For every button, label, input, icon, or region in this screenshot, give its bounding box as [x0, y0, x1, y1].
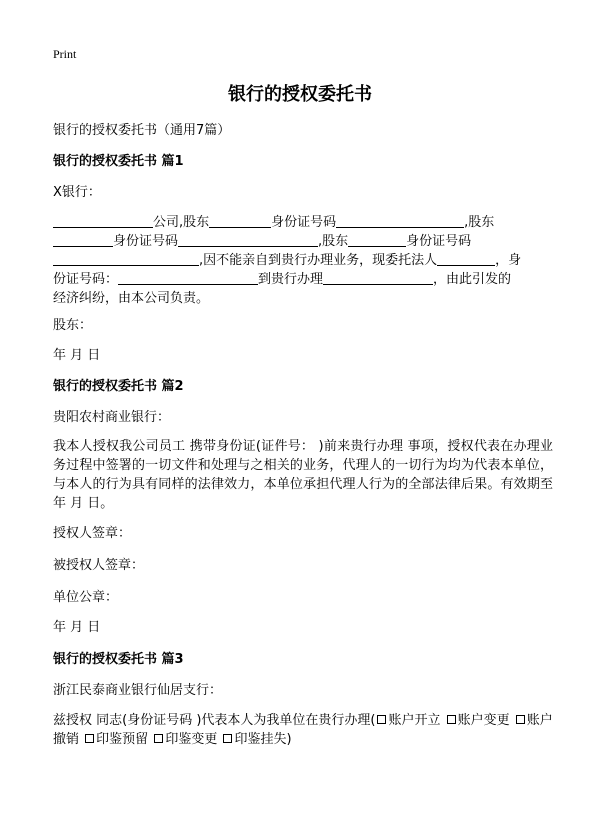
body-text: ，身 [495, 253, 522, 268]
option-label: 账户开立 [388, 713, 441, 728]
body-text: ) [286, 732, 292, 747]
blank-line [348, 233, 406, 247]
checkbox-icon [377, 715, 386, 724]
checkbox-icon [85, 734, 94, 743]
body-text: 到贵行办理 [258, 272, 324, 287]
body-text: 兹授权 同志(身份证号码 )代表本人为我单位在贵行办理( [53, 713, 376, 728]
section2-body: 我本人授权我公司员工 携带身份证(证件号： )前来贵行办理 事项，授权代表在办理业务过程中签署的一切文件和处理与之相关的业务，代理人的一切行为均为代表本单位，与本人的行为具有同样的法律效力，本单位承担代理人行为的全部法律后果。有效期至 年 月 日。 [53, 439, 553, 511]
section2-grantee: 被授权人签章： [53, 558, 145, 573]
body-text: 身份证号码 [271, 215, 337, 230]
checkbox-icon [516, 715, 525, 724]
blank-line [209, 214, 271, 228]
option-label: 印鉴预留 [96, 732, 149, 747]
checkbox-icon [154, 734, 163, 743]
blank-line [178, 233, 318, 247]
body-text: ,因不能亲自到贵行办理业务，现委托法人 [199, 253, 438, 268]
section1-signer: 股东： [53, 318, 93, 333]
blank-line [53, 252, 199, 266]
body-text: 经济纠纷，由本公司负责。 [53, 291, 210, 306]
blank-line [53, 214, 153, 228]
print-label: Print [53, 47, 77, 61]
section2-grantor: 授权人签章： [53, 526, 132, 541]
blank-line [53, 233, 113, 247]
section1-heading: 银行的授权委托书 篇1 [53, 154, 184, 169]
document-title: 银行的授权委托书 [228, 84, 372, 105]
checkbox-icon [223, 734, 232, 743]
section2-date: 年 月 日 [53, 620, 101, 635]
section3-heading: 银行的授权委托书 篇3 [53, 652, 184, 667]
section2-seal: 单位公章： [53, 590, 119, 605]
body-text: 身份证号码 [406, 234, 472, 249]
blank-line [437, 252, 495, 266]
option-label: 账户变更 [457, 713, 510, 728]
section1-body [53, 213, 553, 308]
section2-heading: 银行的授权委托书 篇2 [53, 379, 184, 394]
body-text: 身份证号码 [113, 234, 179, 249]
section1-salutation: X银行： [53, 185, 101, 200]
section2-salutation: 贵阳农村商业银行： [53, 410, 171, 425]
option-label: 账户撤销 [53, 713, 553, 747]
body-text: ，由此引发的 [433, 272, 512, 287]
option-label: 印鉴挂失 [234, 732, 287, 747]
option-label: 印鉴变更 [165, 732, 218, 747]
body-text: ,股东 [464, 215, 495, 230]
document-subtitle: 银行的授权委托书（通用7篇） [53, 123, 231, 138]
checkbox-icon [447, 715, 456, 724]
blank-line [336, 214, 464, 228]
section3-body [53, 711, 553, 749]
body-text: ,股东 [318, 234, 349, 249]
body-text: 公司,股东 [153, 215, 210, 230]
section1-date: 年 月 日 [53, 348, 101, 363]
blank-line [118, 271, 258, 285]
section3-salutation: 浙江民泰商业银行仙居支行： [53, 683, 223, 698]
body-text: 份证号码： [53, 272, 119, 287]
blank-line [323, 271, 433, 285]
